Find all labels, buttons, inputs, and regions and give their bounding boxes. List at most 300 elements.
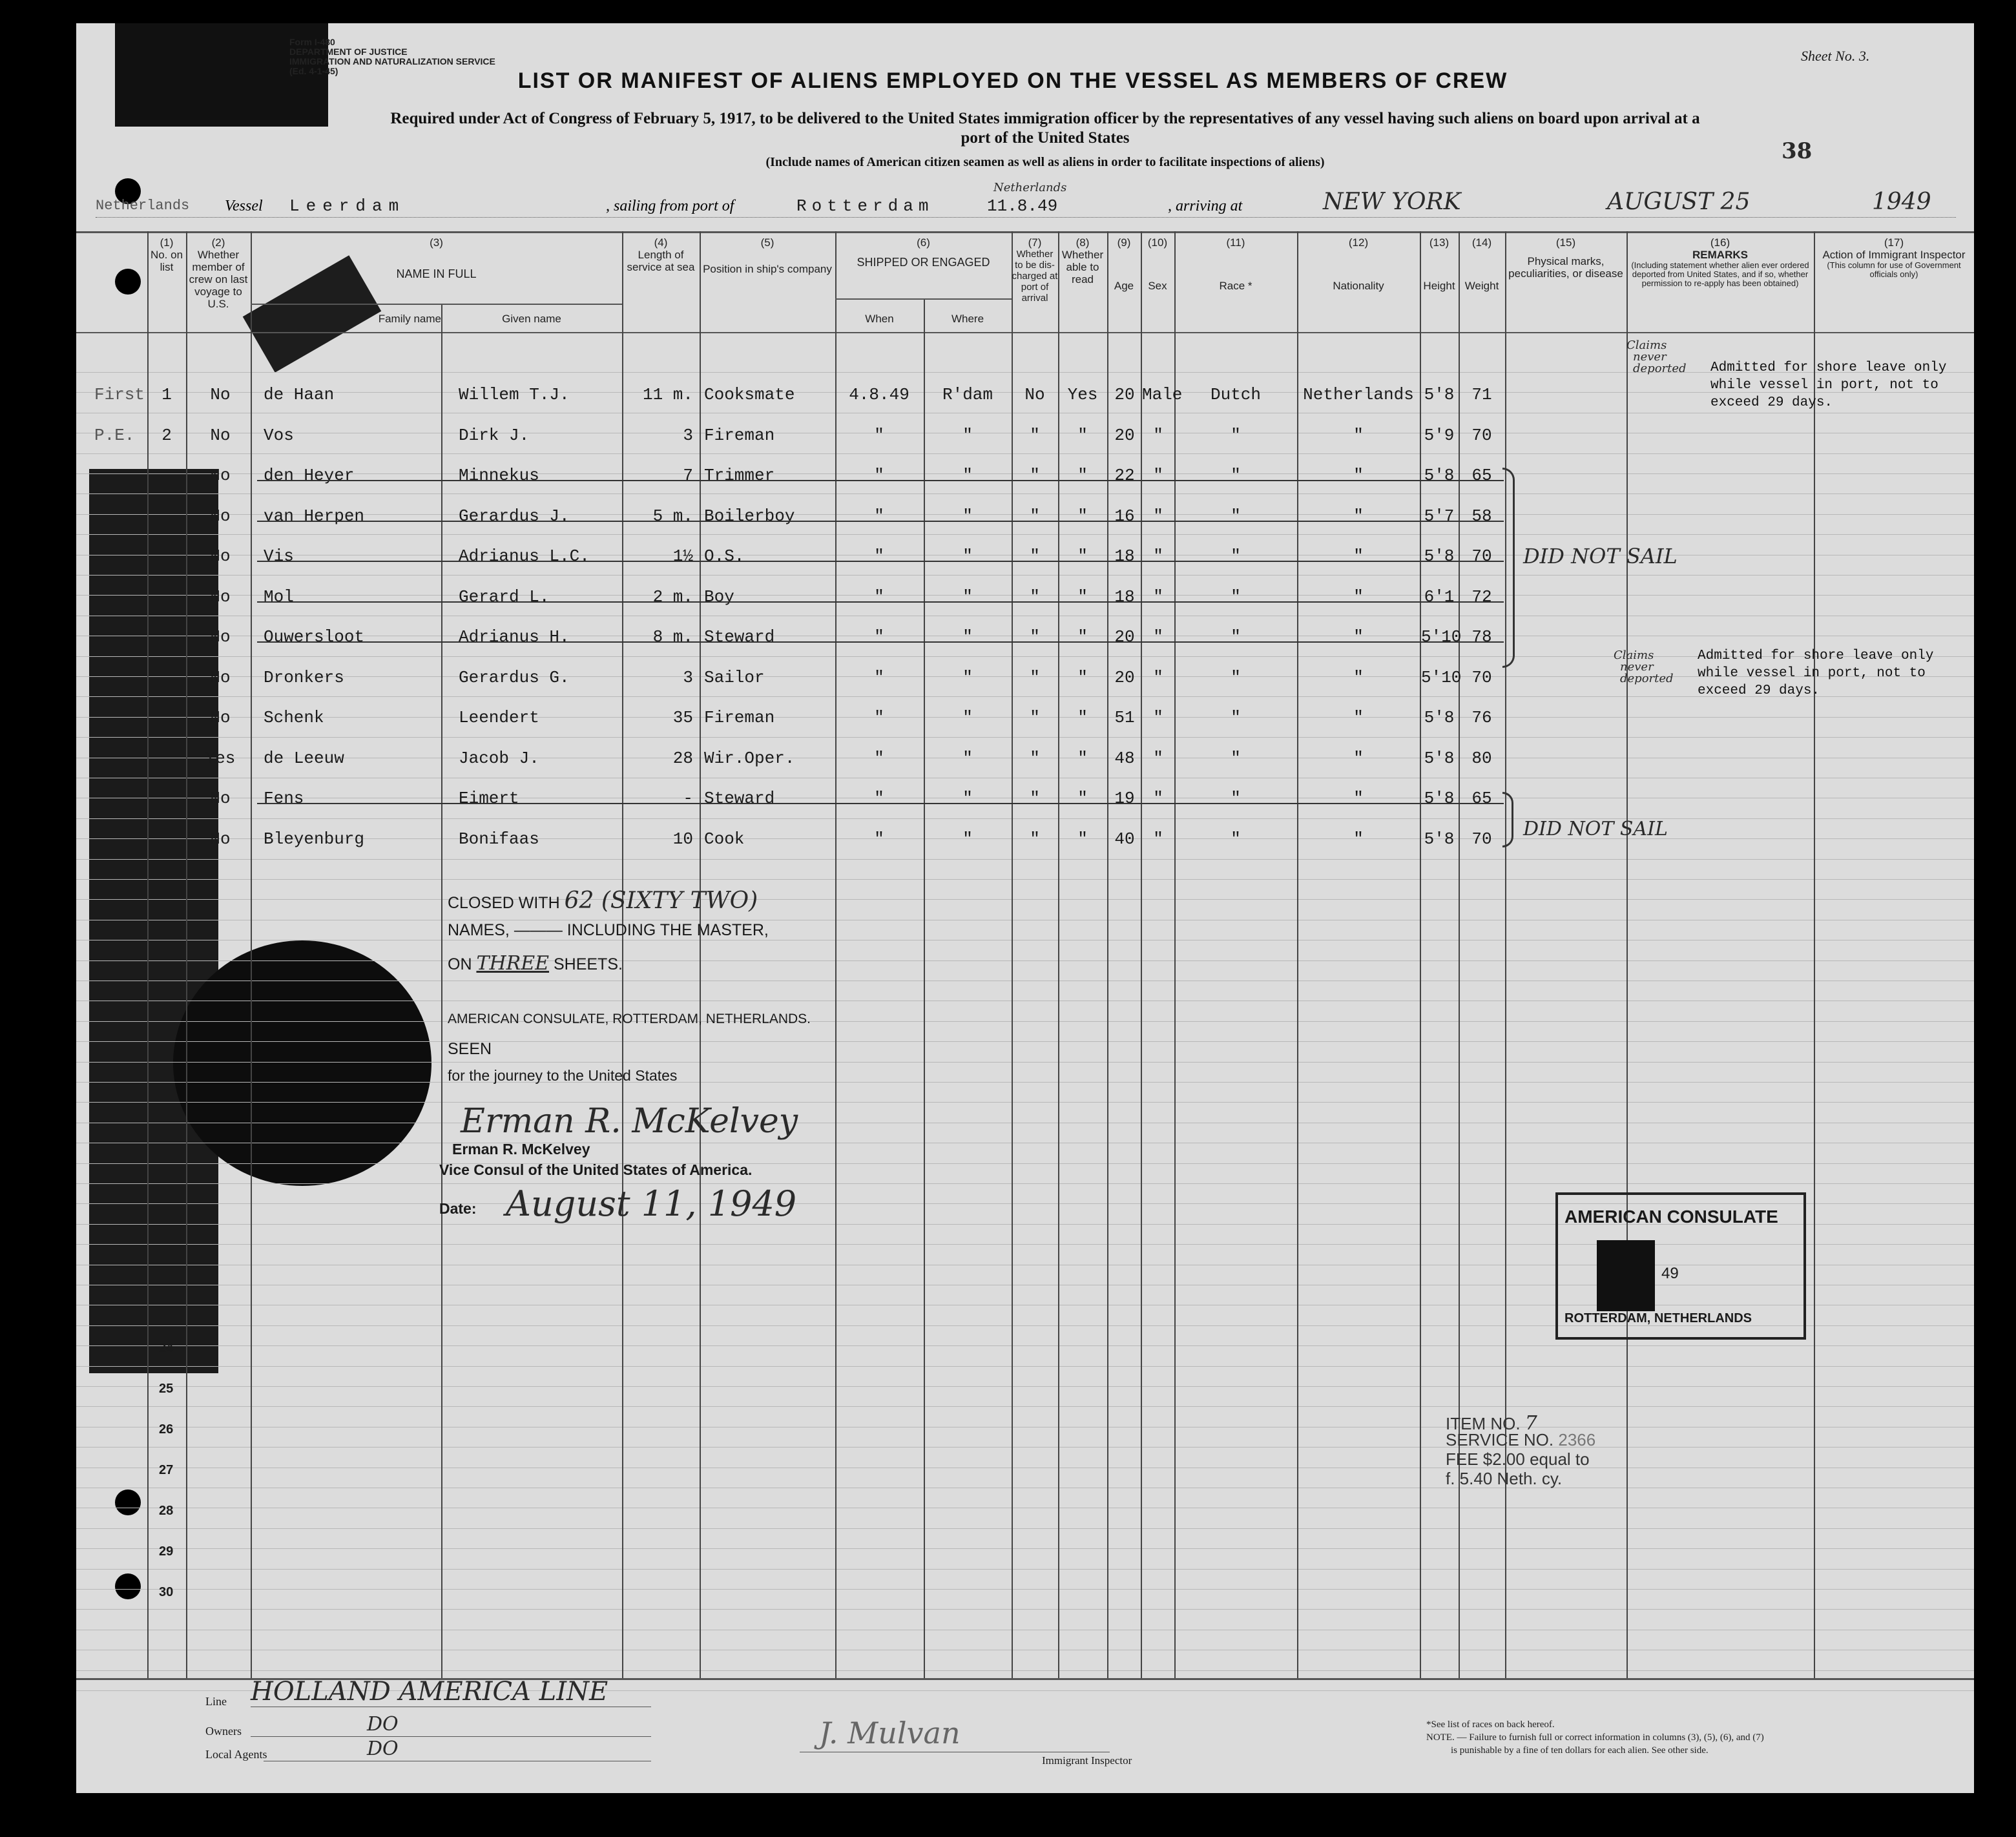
row-weight: 76 bbox=[1471, 708, 1492, 727]
col-num: (14) Weight bbox=[1464, 236, 1499, 292]
row-nationality: " bbox=[1353, 466, 1364, 485]
inspector-signature: J. Mulvan bbox=[819, 1716, 961, 1750]
consul-date: August 11, 1949 bbox=[506, 1183, 797, 1224]
row-shipped-when: " bbox=[874, 667, 884, 687]
row-shipped-where: " bbox=[962, 627, 973, 647]
row-member: No bbox=[210, 586, 231, 607]
row-family-name: de Haan bbox=[264, 385, 335, 404]
row-discharged: " bbox=[1030, 667, 1040, 687]
col-num: (1) No. on list bbox=[150, 236, 183, 273]
row-sex: " bbox=[1153, 466, 1163, 485]
row-discharged: " bbox=[1030, 546, 1040, 566]
row-discharged: " bbox=[1030, 506, 1040, 526]
row-family-name: van Herpen bbox=[264, 506, 365, 526]
row-shipped-where: " bbox=[962, 466, 973, 485]
row-race: " bbox=[1231, 546, 1241, 566]
row-age: 18 bbox=[1114, 586, 1135, 607]
row-rule bbox=[76, 737, 1974, 738]
row-shipped-where: " bbox=[962, 506, 973, 526]
table-row bbox=[76, 668, 1510, 694]
row-rule bbox=[76, 1183, 1974, 1184]
col-num: (2) Whether member of crew on last voyage to U.S. bbox=[189, 236, 248, 310]
row-shipped-where: " bbox=[962, 789, 973, 808]
row-height: 6'1 bbox=[1424, 586, 1455, 607]
row-rule bbox=[76, 1589, 1974, 1590]
row-nationality: " bbox=[1353, 667, 1364, 687]
row-given-name: Willem T.J. bbox=[459, 385, 570, 404]
col-num: (10) Sex bbox=[1147, 236, 1168, 292]
punch-hole bbox=[115, 269, 141, 295]
row-shipped-where: " bbox=[962, 748, 973, 768]
consul-title: Vice Consul of the United States of America. bbox=[439, 1161, 753, 1178]
col-num: (11) Race * bbox=[1219, 236, 1252, 292]
col-num: (5) Position in ship's company bbox=[703, 236, 832, 275]
row-age: 22 bbox=[1114, 466, 1135, 485]
row-no: 1 bbox=[161, 385, 172, 404]
admitted-note-1: Admitted for shore leave only while vessel in port, not to exceed 29 days. bbox=[1710, 360, 1947, 410]
row-race: " bbox=[1231, 466, 1241, 485]
col-num: (17) Action of Immigrant Inspector (This column for use of Government officials only) bbox=[1822, 236, 1966, 279]
row-discharged: " bbox=[1030, 627, 1040, 647]
row-shipped-where: " bbox=[962, 829, 973, 849]
did-not-sail-note-2: DID NOT SAIL bbox=[1523, 818, 1668, 840]
row-nationality: Netherlands bbox=[1303, 385, 1414, 404]
row-nationality: " bbox=[1353, 829, 1364, 849]
row-able-to-read: " bbox=[1077, 627, 1088, 647]
row-nationality: " bbox=[1353, 546, 1364, 566]
fee-line: FEE $2.00 equal to bbox=[1446, 1449, 1590, 1469]
row-given-name: Gerardus G. bbox=[459, 667, 570, 687]
row-sex: Male bbox=[1142, 385, 1183, 404]
row-weight: 58 bbox=[1471, 506, 1492, 526]
form-ident: Form I-480 DEPARTMENT OF JUSTICE IMMIGRATION AND NATURALIZATION SERVICE (Ed. 4-1-45) bbox=[289, 37, 495, 76]
row-member: Yes bbox=[205, 748, 236, 768]
row-shipped-when: 4.8.49 bbox=[849, 385, 909, 404]
row-position: Cook bbox=[704, 829, 745, 849]
row-rule bbox=[76, 818, 1974, 819]
row-service-length: 8 m. bbox=[652, 627, 693, 647]
row-discharged: " bbox=[1030, 708, 1040, 727]
row-given-name: Gerard L. bbox=[459, 586, 550, 607]
row-service-length: 1½ bbox=[672, 546, 693, 566]
names-line: NAMES, ——— INCLUDING THE MASTER, bbox=[448, 921, 769, 939]
strike-through bbox=[257, 521, 1504, 522]
row-member: No bbox=[210, 667, 231, 687]
row-position: Steward bbox=[704, 627, 775, 647]
row-race: Dutch bbox=[1210, 385, 1261, 404]
row-rule bbox=[76, 656, 1974, 657]
row-member: No bbox=[210, 627, 231, 647]
row-height: 5'8 bbox=[1424, 385, 1455, 404]
row-shipped-where: " bbox=[962, 425, 973, 445]
row-able-to-read: " bbox=[1077, 667, 1088, 687]
col-num: (15) Physical marks, peculiarities, or disease bbox=[1508, 236, 1623, 280]
table-row bbox=[76, 385, 1510, 411]
strike-through bbox=[257, 561, 1504, 562]
row-height: 5'10 bbox=[1421, 667, 1462, 687]
col-shipped-when: When bbox=[865, 313, 894, 325]
admitted-note-2: Admitted for shore leave only while vessel in port, not to exceed 29 days. bbox=[1698, 649, 1934, 698]
row-height: 5'8 bbox=[1424, 829, 1455, 849]
row-discharged: " bbox=[1030, 829, 1040, 849]
row-height: 5'8 bbox=[1424, 748, 1455, 768]
service-no: SERVICE NO. 2366 bbox=[1446, 1430, 1596, 1449]
row-nationality: " bbox=[1353, 708, 1364, 727]
manifest-sheet bbox=[76, 23, 1974, 1793]
sheet-number: Sheet No. 3. bbox=[1801, 48, 1870, 64]
row-rule bbox=[76, 960, 1974, 961]
inspector-label: Immigrant Inspector bbox=[1042, 1754, 1132, 1767]
row-age: 20 bbox=[1114, 385, 1135, 404]
owners-underline bbox=[251, 1736, 651, 1737]
row-able-to-read: " bbox=[1077, 789, 1088, 808]
row-position: Trimmer bbox=[704, 466, 775, 485]
row-age: 18 bbox=[1114, 546, 1135, 566]
row-given-name: Gerardus J. bbox=[459, 506, 570, 526]
row-service-length: 3 bbox=[683, 425, 693, 445]
row-weight: 71 bbox=[1471, 385, 1492, 404]
row-member: No bbox=[210, 466, 231, 485]
act-line-2: port of the United States bbox=[961, 129, 1130, 147]
consulate-line: AMERICAN CONSULATE, ROTTERDAM, NETHERLANDS. bbox=[448, 1012, 811, 1026]
row-able-to-read: " bbox=[1077, 546, 1088, 566]
row-age: 20 bbox=[1114, 667, 1135, 687]
row-nationality: " bbox=[1353, 748, 1364, 768]
owners-value: DO bbox=[367, 1713, 399, 1736]
row-family-name: Vis bbox=[264, 546, 294, 566]
row-weight: 70 bbox=[1471, 425, 1492, 445]
strike-through bbox=[257, 480, 1504, 481]
row-family-name: Dronkers bbox=[264, 667, 344, 687]
table-row bbox=[76, 789, 1510, 815]
table-row bbox=[76, 587, 1510, 613]
row-age: 19 bbox=[1114, 789, 1135, 808]
row-sex: " bbox=[1153, 829, 1163, 849]
row-age: 20 bbox=[1114, 425, 1135, 445]
row-number: 26 bbox=[159, 1422, 174, 1437]
col-num: (7) Whether to be dis-charged at port of arrival bbox=[1012, 236, 1058, 304]
row-sex: " bbox=[1153, 789, 1163, 808]
row-height: 5'8 bbox=[1424, 708, 1455, 727]
col-line bbox=[924, 298, 925, 1678]
row-family-name: de Leeuw bbox=[264, 748, 344, 768]
table-top-rule bbox=[76, 231, 1974, 233]
row-sex: " bbox=[1153, 506, 1163, 526]
row-rule bbox=[76, 1082, 1974, 1083]
row-rule bbox=[76, 575, 1974, 576]
row-rule bbox=[76, 899, 1974, 900]
date-label: Date: bbox=[439, 1200, 477, 1217]
row-position: Cooksmate bbox=[704, 385, 795, 404]
row-race: " bbox=[1231, 748, 1241, 768]
col-line bbox=[1814, 231, 1815, 1678]
row-number: 27 bbox=[159, 1463, 174, 1477]
owners-label: Owners bbox=[205, 1725, 242, 1738]
seal-blot bbox=[173, 940, 431, 1186]
row-number: 24 bbox=[159, 1341, 174, 1355]
row-given-name: Minnekus bbox=[459, 466, 539, 485]
sheets-line: ON THREE SHEETS. bbox=[448, 952, 623, 975]
consul-name: Erman R. McKelvey bbox=[452, 1141, 590, 1157]
row-discharged: " bbox=[1030, 789, 1040, 808]
footer-note: *See list of races on back hereof. NOTE. — Failure to furnish full or correct information in columns (3), (5), (6), and (7) is punishable by a fine of ten dollars for each alien. See other side. bbox=[1426, 1719, 1764, 1756]
row-position: Boy bbox=[704, 586, 734, 607]
document-title: LIST OR MANIFEST OF ALIENS EMPLOYED ON THE VESSEL AS MEMBERS OF CREW bbox=[517, 68, 1508, 93]
row-height: 5'10 bbox=[1421, 627, 1462, 647]
row-age: 51 bbox=[1114, 708, 1135, 727]
row-number: 25 bbox=[159, 1382, 174, 1396]
row-class: First bbox=[94, 385, 145, 404]
table-row bbox=[76, 546, 1510, 572]
brace-group-1 bbox=[1502, 468, 1515, 668]
row-nationality: " bbox=[1353, 627, 1364, 647]
strike-through bbox=[257, 641, 1504, 643]
row-given-name: Jacob J. bbox=[459, 748, 539, 768]
row-position: Fireman bbox=[704, 425, 775, 445]
row-family-name: Schenk bbox=[264, 708, 324, 727]
row-member: No bbox=[210, 506, 231, 526]
row-family-name: Bleyenburg bbox=[264, 829, 365, 849]
row-member: No bbox=[210, 425, 231, 445]
row-rule bbox=[76, 1569, 1974, 1570]
row-service-length: 35 bbox=[672, 708, 693, 727]
row-service-length: 28 bbox=[672, 748, 693, 768]
row-race: " bbox=[1231, 627, 1241, 647]
row-weight: 65 bbox=[1471, 789, 1492, 808]
table-row bbox=[76, 506, 1510, 532]
col-shipped-where: Where bbox=[951, 313, 984, 325]
col-num: (4) Length of service at sea bbox=[627, 236, 695, 273]
include-note: (Include names of American citizen seamen as well as aliens in order to facilitate inspections of aliens) bbox=[765, 155, 1325, 169]
row-service-length: 7 bbox=[683, 466, 693, 485]
row-weight: 65 bbox=[1471, 466, 1492, 485]
table-row bbox=[76, 426, 1510, 451]
row-height: 5'9 bbox=[1424, 425, 1455, 445]
agents-value: DO bbox=[367, 1738, 399, 1760]
row-race: " bbox=[1231, 506, 1241, 526]
row-rule bbox=[76, 1386, 1974, 1387]
row-position: Sailor bbox=[704, 667, 765, 687]
table-row bbox=[76, 749, 1510, 774]
row-rule bbox=[76, 1345, 1974, 1346]
row-shipped-where: " bbox=[962, 546, 973, 566]
row-race: " bbox=[1231, 708, 1241, 727]
row-service-length: 5 m. bbox=[652, 506, 693, 526]
row-nationality: " bbox=[1353, 789, 1364, 808]
row-shipped-when: " bbox=[874, 789, 884, 808]
row-able-to-read: " bbox=[1077, 425, 1088, 445]
row-rule bbox=[76, 1163, 1974, 1164]
row-shipped-when: " bbox=[874, 627, 884, 647]
row-family-name: Vos bbox=[264, 425, 294, 445]
row-age: 48 bbox=[1114, 748, 1135, 768]
row-shipped-where: " bbox=[962, 667, 973, 687]
row-sex: " bbox=[1153, 546, 1163, 566]
col-line bbox=[1626, 231, 1628, 1678]
local-agents-label: Local Agents bbox=[205, 1748, 267, 1761]
table-row bbox=[76, 627, 1510, 653]
row-sex: " bbox=[1153, 748, 1163, 768]
item-no: ITEM NO. 7 bbox=[1446, 1412, 1537, 1435]
row-discharged: " bbox=[1030, 466, 1040, 485]
row-sex: " bbox=[1153, 586, 1163, 607]
col-name-surname: Family name bbox=[378, 313, 441, 325]
row-family-name: Ouwersloot bbox=[264, 627, 365, 647]
col-num: (9) Age bbox=[1114, 236, 1134, 292]
strike-through bbox=[257, 601, 1504, 603]
row-discharged: " bbox=[1030, 586, 1040, 607]
row-height: 5'8 bbox=[1424, 789, 1455, 808]
row-rule bbox=[76, 1021, 1974, 1022]
row-given-name: Leendert bbox=[459, 708, 539, 727]
did-not-sail-note-1: DID NOT SAIL bbox=[1523, 544, 1678, 568]
punch-hole bbox=[115, 1573, 141, 1599]
row-rule bbox=[76, 1548, 1974, 1549]
row-able-to-read: " bbox=[1077, 748, 1088, 768]
strike-through bbox=[257, 803, 1504, 804]
row-race: " bbox=[1231, 789, 1241, 808]
row-class: P.E. bbox=[94, 425, 135, 445]
row-weight: 72 bbox=[1471, 586, 1492, 607]
row-rule bbox=[76, 1670, 1974, 1671]
row-position: Steward bbox=[704, 789, 775, 808]
claims-note-2: Claims never deported bbox=[1614, 649, 1674, 685]
row-race: " bbox=[1231, 667, 1241, 687]
row-member: No bbox=[210, 829, 231, 849]
row-height: 5'8 bbox=[1424, 546, 1455, 566]
row-nationality: " bbox=[1353, 586, 1364, 607]
row-given-name: Bonifaas bbox=[459, 829, 539, 849]
row-race: " bbox=[1231, 586, 1241, 607]
row-nationality: " bbox=[1353, 506, 1364, 526]
row-able-to-read: " bbox=[1077, 586, 1088, 607]
row-member: No bbox=[210, 708, 231, 727]
row-member: No bbox=[210, 385, 231, 404]
row-shipped-when: " bbox=[874, 546, 884, 566]
row-given-name: Adrianus L.C. bbox=[459, 546, 590, 566]
vessel-underline bbox=[96, 217, 1956, 218]
vessel-line: Netherlands Vessel Leerdam , sailing from port of Rotterdam 11.8.49 Netherlands , arriving at NEW YORK AUGUST 25 1949 bbox=[96, 181, 1931, 216]
consul-signature: Erman R. McKelvey bbox=[461, 1102, 798, 1141]
seen-label: SEEN bbox=[448, 1040, 492, 1058]
row-position: Boilerboy bbox=[704, 506, 795, 526]
col-num: (6) SHIPPED OR ENGAGED bbox=[857, 236, 990, 269]
row-rule bbox=[76, 879, 1974, 880]
row-service-length: 3 bbox=[683, 667, 693, 687]
row-shipped-where: " bbox=[962, 708, 973, 727]
row-service-length: 10 bbox=[672, 829, 693, 849]
row-rule bbox=[76, 1041, 1974, 1042]
row-rule bbox=[76, 859, 1974, 860]
punch-hole bbox=[115, 1489, 141, 1515]
row-given-name: Dirk J. bbox=[459, 425, 530, 445]
row-rule bbox=[76, 1062, 1974, 1063]
row-weight: 70 bbox=[1471, 667, 1492, 687]
row-discharged: " bbox=[1030, 748, 1040, 768]
row-service-length: - bbox=[683, 789, 693, 808]
row-age: 16 bbox=[1114, 506, 1135, 526]
row-sex: " bbox=[1153, 708, 1163, 727]
row-weight: 80 bbox=[1471, 748, 1492, 768]
row-able-to-read: " bbox=[1077, 708, 1088, 727]
row-rule bbox=[76, 696, 1974, 697]
act-line-1: Required under Act of Congress of February 5, 1917, to be delivered to the United States immigration officer by the representatives of any vessel having such aliens on board upon arrival at a bbox=[390, 110, 1700, 127]
col-name-given: Given name bbox=[502, 313, 561, 325]
row-shipped-when: " bbox=[874, 829, 884, 849]
row-rule bbox=[76, 1102, 1974, 1103]
row-discharged: " bbox=[1030, 425, 1040, 445]
row-shipped-when: " bbox=[874, 425, 884, 445]
row-sex: " bbox=[1153, 425, 1163, 445]
brace-group-2 bbox=[1502, 792, 1513, 847]
row-able-to-read: " bbox=[1077, 466, 1088, 485]
row-shipped-when: " bbox=[874, 748, 884, 768]
row-family-name: Mol bbox=[264, 586, 294, 607]
row-member: No bbox=[210, 789, 231, 808]
row-rule bbox=[76, 1406, 1974, 1407]
row-shipped-when: " bbox=[874, 708, 884, 727]
row-service-length: 11 m. bbox=[642, 385, 693, 404]
row-rule bbox=[76, 534, 1974, 535]
claims-note-1: Claims never deported bbox=[1626, 338, 1687, 375]
row-number: 29 bbox=[159, 1544, 174, 1559]
row-shipped-when: " bbox=[874, 586, 884, 607]
row-position: Fireman bbox=[704, 708, 775, 727]
name-subhead-rule bbox=[251, 304, 622, 305]
row-given-name: Adrianus H. bbox=[459, 627, 570, 647]
row-member: No bbox=[210, 546, 231, 566]
row-shipped-where: R'dam bbox=[942, 385, 993, 404]
row-height: 5'8 bbox=[1424, 466, 1455, 485]
col-num: (12) Nationality bbox=[1333, 236, 1384, 292]
row-family-name: den Heyer bbox=[264, 466, 355, 485]
row-nationality: " bbox=[1353, 425, 1364, 445]
col-num: (3) NAME IN FULL bbox=[396, 236, 477, 280]
row-shipped-when: " bbox=[874, 466, 884, 485]
row-race: " bbox=[1231, 425, 1241, 445]
col-num: (16) REMARKS (Including statement whether alien ever ordered deported from United States, and if so, whether permission to re-apply has been obtained) bbox=[1631, 236, 1809, 288]
journey-line: for the journey to the United States bbox=[448, 1067, 678, 1084]
row-number: 28 bbox=[159, 1504, 174, 1518]
row-rule bbox=[76, 1366, 1974, 1367]
table-row bbox=[76, 708, 1510, 734]
row-weight: 78 bbox=[1471, 627, 1492, 647]
line-value: HOLLAND AMERICA LINE bbox=[251, 1677, 608, 1707]
row-able-to-read: " bbox=[1077, 829, 1088, 849]
row-no: 2 bbox=[161, 425, 172, 445]
row-rule bbox=[76, 453, 1974, 454]
consulate-stamp: AMERICAN CONSULATE 49 ROTTERDAM, NETHERLANDS bbox=[1555, 1192, 1806, 1340]
row-rule bbox=[76, 493, 1974, 494]
row-race: " bbox=[1231, 829, 1241, 849]
row-service-length: 2 m. bbox=[652, 586, 693, 607]
row-position: O.S. bbox=[704, 546, 745, 566]
row-able-to-read: Yes bbox=[1067, 385, 1098, 404]
closed-with-line: CLOSED WITH 62 (SIXTY TWO) bbox=[448, 887, 758, 914]
row-given-name: Eimert bbox=[459, 789, 519, 808]
row-position: Wir.Oper. bbox=[704, 748, 795, 768]
row-shipped-where: " bbox=[962, 586, 973, 607]
row-sex: " bbox=[1153, 667, 1163, 687]
row-shipped-when: " bbox=[874, 506, 884, 526]
col-num: (8) Whether able to read bbox=[1061, 236, 1104, 285]
fee-stamp-icon bbox=[1597, 1240, 1655, 1311]
row-number: 30 bbox=[159, 1585, 174, 1599]
row-family-name: Fens bbox=[264, 789, 304, 808]
line-label: Line bbox=[205, 1695, 227, 1708]
table-row bbox=[76, 829, 1510, 855]
row-age: 20 bbox=[1114, 627, 1135, 647]
